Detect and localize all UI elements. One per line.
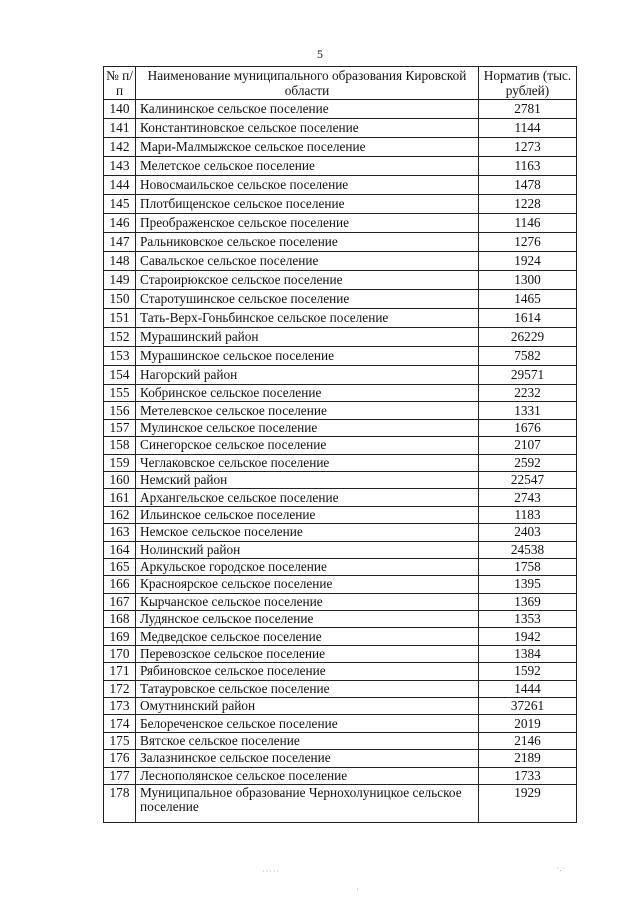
table-row xyxy=(104,347,577,366)
table-row xyxy=(104,176,577,195)
row-number: 163 xyxy=(104,524,136,541)
table-row xyxy=(104,732,577,749)
table-row xyxy=(104,663,577,680)
normative-value: 29571 xyxy=(479,366,577,385)
table-row xyxy=(104,489,577,506)
row-number: 178 xyxy=(104,784,136,822)
municipality-name: Аркульское городское поселение xyxy=(136,558,479,575)
municipality-name: Мурашинский район xyxy=(136,328,479,347)
table-row xyxy=(104,471,577,488)
row-number: 147 xyxy=(104,233,136,252)
normative-value: 37261 xyxy=(479,698,577,715)
normative-value: 2146 xyxy=(479,732,577,749)
normative-value: 2019 xyxy=(479,715,577,732)
normative-value: 1478 xyxy=(479,176,577,195)
row-number: 162 xyxy=(104,506,136,523)
row-number: 164 xyxy=(104,541,136,558)
row-number: 152 xyxy=(104,328,136,347)
row-number: 158 xyxy=(104,437,136,454)
municipality-name: Мурашинское сельское поселение xyxy=(136,347,479,366)
header-value: Норматив (тыс. рублей) xyxy=(479,67,577,100)
normative-value: 1369 xyxy=(479,593,577,610)
table-row xyxy=(104,784,577,822)
normative-value: 1146 xyxy=(479,214,577,233)
normative-value: 1395 xyxy=(479,576,577,593)
municipality-name: Мари-Малмыжское сельское поселение xyxy=(136,138,479,157)
row-number: 144 xyxy=(104,176,136,195)
normative-value: 1163 xyxy=(479,157,577,176)
normative-value: 1183 xyxy=(479,506,577,523)
table-row xyxy=(104,157,577,176)
normative-value: 1465 xyxy=(479,290,577,309)
municipality-name: Омутнинский район xyxy=(136,698,479,715)
scan-speck: ·.· xyxy=(556,864,567,873)
scan-speck: ' xyxy=(357,887,360,896)
page-number: 5 xyxy=(317,47,323,61)
normative-value: 1942 xyxy=(479,628,577,645)
row-number: 149 xyxy=(104,271,136,290)
row-number: 161 xyxy=(104,489,136,506)
row-number: 142 xyxy=(104,138,136,157)
row-number: 155 xyxy=(104,385,136,402)
normative-value: 2189 xyxy=(479,750,577,767)
table-row xyxy=(104,454,577,471)
municipality-name: Рябиновское сельское поселение xyxy=(136,663,479,680)
row-number: 176 xyxy=(104,750,136,767)
normative-value: 1353 xyxy=(479,611,577,628)
municipality-name: Плотбищенское сельское поселение xyxy=(136,195,479,214)
normative-value: 1614 xyxy=(479,309,577,328)
table-header-row xyxy=(104,67,577,100)
normative-value: 22547 xyxy=(479,471,577,488)
row-number: 170 xyxy=(104,645,136,662)
table-row xyxy=(104,138,577,157)
normative-value: 1276 xyxy=(479,233,577,252)
table-row xyxy=(104,524,577,541)
row-number: 154 xyxy=(104,366,136,385)
row-number: 140 xyxy=(104,100,136,119)
normative-value: 1733 xyxy=(479,767,577,784)
table-row xyxy=(104,385,577,402)
table-row xyxy=(104,419,577,436)
row-number: 166 xyxy=(104,576,136,593)
normative-value: 24538 xyxy=(479,541,577,558)
table-row xyxy=(104,195,577,214)
municipality-name: Лудянское сельское поселение xyxy=(136,611,479,628)
table-body xyxy=(104,100,577,823)
row-number: 171 xyxy=(104,663,136,680)
row-number: 172 xyxy=(104,680,136,697)
normative-value: 1444 xyxy=(479,680,577,697)
normative-value: 2232 xyxy=(479,385,577,402)
normative-value: 1331 xyxy=(479,402,577,419)
municipality-name: Ильинское сельское поселение xyxy=(136,506,479,523)
municipality-name: Залазнинское сельское поселение xyxy=(136,750,479,767)
table-row xyxy=(104,214,577,233)
normative-value: 2781 xyxy=(479,100,577,119)
municipality-name: Савальское сельское поселение xyxy=(136,252,479,271)
header-name: Наименование муниципального образования Кировской области xyxy=(136,67,479,100)
municipality-name: Преображенское сельское поселение xyxy=(136,214,479,233)
row-number: 175 xyxy=(104,732,136,749)
table-row xyxy=(104,402,577,419)
municipality-name: Немский район xyxy=(136,471,479,488)
row-number: 157 xyxy=(104,419,136,436)
table-row xyxy=(104,100,577,119)
normative-value: 1384 xyxy=(479,645,577,662)
municipality-name: Синегорское сельское поселение xyxy=(136,437,479,454)
municipality-name: Ральниковское сельское поселение xyxy=(136,233,479,252)
normative-value: 1144 xyxy=(479,119,577,138)
row-number: 156 xyxy=(104,402,136,419)
municipality-name: Старотушинское сельское поселение xyxy=(136,290,479,309)
normative-value: 2403 xyxy=(479,524,577,541)
table-row xyxy=(104,558,577,575)
table-row xyxy=(104,750,577,767)
normative-value: 1300 xyxy=(479,271,577,290)
municipality-name: Нолинский район xyxy=(136,541,479,558)
normative-value: 1228 xyxy=(479,195,577,214)
municipality-name: Белореченское сельское поселение xyxy=(136,715,479,732)
table-row xyxy=(104,309,577,328)
row-number: 174 xyxy=(104,715,136,732)
normative-value: 2743 xyxy=(479,489,577,506)
row-number: 177 xyxy=(104,767,136,784)
row-number: 160 xyxy=(104,471,136,488)
table-row xyxy=(104,715,577,732)
row-number: 143 xyxy=(104,157,136,176)
row-number: 165 xyxy=(104,558,136,575)
normative-value: 1924 xyxy=(479,252,577,271)
table-row xyxy=(104,680,577,697)
table-row xyxy=(104,233,577,252)
row-number: 153 xyxy=(104,347,136,366)
table-row xyxy=(104,628,577,645)
municipality-name: Кобринское сельское поселение xyxy=(136,385,479,402)
municipality-name: Тать-Верх-Гоньбинское сельское поселение xyxy=(136,309,479,328)
municipality-name: Константиновское сельское поселение xyxy=(136,119,479,138)
table-row xyxy=(104,366,577,385)
normative-value: 1676 xyxy=(479,419,577,436)
municipality-name: Мулинское сельское поселение xyxy=(136,419,479,436)
normative-value: 2107 xyxy=(479,437,577,454)
row-number: 145 xyxy=(104,195,136,214)
table-row xyxy=(104,576,577,593)
municipality-name: Мелетское сельское поселение xyxy=(136,157,479,176)
table-row xyxy=(104,645,577,662)
table-row xyxy=(104,119,577,138)
normative-table xyxy=(103,66,577,823)
header-num: № п/п xyxy=(104,67,136,100)
municipality-name: Медведское сельское поселение xyxy=(136,628,479,645)
municipality-name: Татауровское сельское поселение xyxy=(136,680,479,697)
municipality-name: Немское сельское поселение xyxy=(136,524,479,541)
row-number: 141 xyxy=(104,119,136,138)
table-row xyxy=(104,541,577,558)
municipality-name: Метелевское сельское поселение xyxy=(136,402,479,419)
table-row xyxy=(104,593,577,610)
normative-value: 26229 xyxy=(479,328,577,347)
row-number: 168 xyxy=(104,611,136,628)
normative-value: 2592 xyxy=(479,454,577,471)
table-row xyxy=(104,506,577,523)
normative-value: 1758 xyxy=(479,558,577,575)
row-number: 146 xyxy=(104,214,136,233)
table-row xyxy=(104,767,577,784)
municipality-name: Леснополянское сельское поселение xyxy=(136,767,479,784)
table-row xyxy=(104,328,577,347)
table-row xyxy=(104,252,577,271)
normative-value: 1929 xyxy=(479,784,577,822)
municipality-name: Калининское сельское поселение xyxy=(136,100,479,119)
municipality-name: Муниципальное образование Чернохолуницкое сельское поселение xyxy=(136,784,479,822)
municipality-name: Новосмаильское сельское поселение xyxy=(136,176,479,195)
row-number: 148 xyxy=(104,252,136,271)
municipality-name: Кырчанское сельское поселение xyxy=(136,593,479,610)
municipality-name: Перевозское сельское поселение xyxy=(136,645,479,662)
table-row xyxy=(104,290,577,309)
municipality-name: Красноярское сельское поселение xyxy=(136,576,479,593)
table-row xyxy=(104,437,577,454)
municipality-name: Нагорский район xyxy=(136,366,479,385)
municipality-name: Чеглаковское сельское поселение xyxy=(136,454,479,471)
row-number: 151 xyxy=(104,309,136,328)
row-number: 173 xyxy=(104,698,136,715)
row-number: 159 xyxy=(104,454,136,471)
normative-value: 7582 xyxy=(479,347,577,366)
table-row xyxy=(104,611,577,628)
table-row xyxy=(104,271,577,290)
municipality-name: Староирюкское сельское поселение xyxy=(136,271,479,290)
table-row xyxy=(104,698,577,715)
row-number: 150 xyxy=(104,290,136,309)
municipality-name: Архангельское сельское поселение xyxy=(136,489,479,506)
normative-value: 1273 xyxy=(479,138,577,157)
row-number: 169 xyxy=(104,628,136,645)
scan-speck: ····· xyxy=(262,867,281,876)
normative-value: 1592 xyxy=(479,663,577,680)
row-number: 167 xyxy=(104,593,136,610)
municipality-name: Вятское сельское поселение xyxy=(136,732,479,749)
